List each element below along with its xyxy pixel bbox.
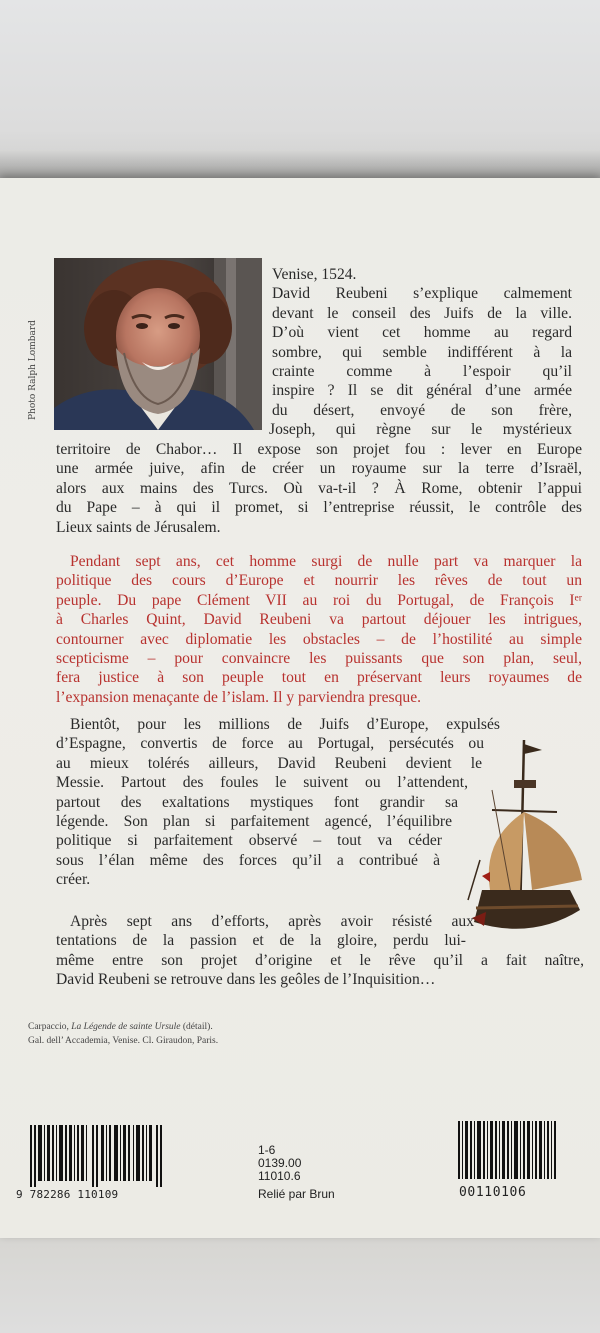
- code-line: 11010.6: [258, 1169, 301, 1183]
- isbn-barcode: [30, 1125, 164, 1187]
- intro-line: devant le conseil des Juifs de la ville.: [272, 304, 572, 322]
- code-line: 1-6: [258, 1143, 276, 1157]
- third-paragraph: [56, 715, 500, 890]
- fourth-line: même entre son projet d’origine et le rêve qu’il a fait naître,: [56, 951, 584, 969]
- red-line: fera justice à son peuple tout en préservant leurs royaumes de: [56, 669, 582, 687]
- intro-line: alors aux mains des Turcs. Où va-t-il ? À Rome, obtenir l’appui: [56, 479, 582, 497]
- caption-artist: Carpaccio,: [28, 1022, 69, 1032]
- red-line: politique des cours d’Europe et nourrir les rêves de tout un: [56, 572, 582, 590]
- red-line: Pendant sept ans, cet homme surgi de nulle part va marquer la: [70, 553, 582, 570]
- intro-beside-photo: [269, 265, 572, 440]
- illustration-caption: [28, 1020, 218, 1048]
- third-line: légende. Son plan si parfaitement agencé, l’équilibre: [56, 813, 452, 831]
- intro-line: David Reubeni s’explique calmement: [272, 285, 572, 303]
- third-line: partout des exaltations mystiques font grandir sa: [56, 793, 458, 811]
- red-line: à Charles Quint, David Reubeni va partout déjouer les intrigues,: [56, 611, 582, 629]
- intro-line: territoire de Chabor… Il expose son projet fou : lever en Europe: [56, 441, 582, 458]
- intro-line: Lieux saints de Jérusalem.: [56, 518, 221, 536]
- third-line: créer.: [56, 871, 91, 889]
- intro-line: du désert, envoyé de son frère,: [272, 401, 572, 419]
- intro-line: Joseph, qui règne sur le mystérieux: [269, 421, 572, 439]
- red-line: scepticisme – pour convaincre les puissants que son plan, seul,: [56, 650, 582, 668]
- third-line: sous l’élan même des forces qu’il a contribué à: [56, 851, 440, 869]
- red-paragraph: [56, 552, 582, 707]
- intro-line: crainte comme à l’espoir qu’il: [272, 363, 572, 381]
- isbn-digits: 9 782286 110109: [16, 1188, 119, 1201]
- fourth-line: David Reubeni se retrouve dans les geôles de l’Inquisition…: [56, 971, 436, 989]
- library-barcode: [458, 1121, 556, 1179]
- catalog-codes: [258, 1144, 301, 1183]
- caption-work: La Légende de sainte Ursule: [71, 1022, 181, 1032]
- intro-line: une armée juive, afin de créer un royaume sur la terre d’Israël,: [56, 460, 582, 478]
- third-line: Bientôt, pour les millions de Juifs d’Europe, expulsés: [70, 716, 500, 733]
- third-line: au mieux tolérés ailleurs, David Reubeni devient le: [56, 754, 482, 772]
- red-line: contourner avec diplomatie les obstacles – de l’hostilité au simple: [56, 630, 582, 648]
- intro-line: inspire ? Il se dit général d’une armée: [272, 382, 572, 400]
- code-line: 0139.00: [258, 1156, 302, 1170]
- third-line: politique si parfaitement observé – tout va céder: [56, 832, 442, 850]
- third-line: Messie. Partout des foules le suivent ou l’attendent,: [56, 774, 468, 792]
- fourth-line: Après sept ans d’efforts, après avoir résisté aux: [70, 913, 474, 930]
- library-barcode-digits: 00110106: [459, 1185, 527, 1200]
- intro-line: D’où vient cet homme au regard: [272, 324, 572, 342]
- third-line: d’Espagne, convertis de force au Portugal, persécutés ou: [56, 735, 484, 753]
- photo-credit: Photo Ralph Lombard: [28, 320, 38, 420]
- caption-line-1: [28, 1020, 218, 1034]
- red-line: l’expansion menaçante de l’islam. Il y parviendra presque.: [56, 688, 422, 706]
- fourth-paragraph: [56, 912, 584, 990]
- intro-full-width: [56, 440, 582, 537]
- caption-detail: (détail).: [182, 1022, 213, 1032]
- caption-line-2: Gal. dell’ Accademia, Venise. Cl. Giraudon, Paris.: [28, 1036, 219, 1046]
- red-line: peuple. Du pape Clément VII au roi du Portugal, de François Iᵉʳ: [56, 591, 582, 609]
- binder-label: Relié par Brun: [258, 1187, 335, 1201]
- intro-line: Venise, 1524.: [272, 266, 357, 283]
- intro-line: du Pape – à qui il promet, si l’entreprise réussit, le contrôle des: [56, 499, 582, 517]
- fourth-line: tentations de la passion et de la gloire, perdu lui-: [56, 932, 466, 950]
- author-photo: [54, 258, 262, 430]
- intro-line: sombre, qui semble indifférent à la: [272, 343, 572, 361]
